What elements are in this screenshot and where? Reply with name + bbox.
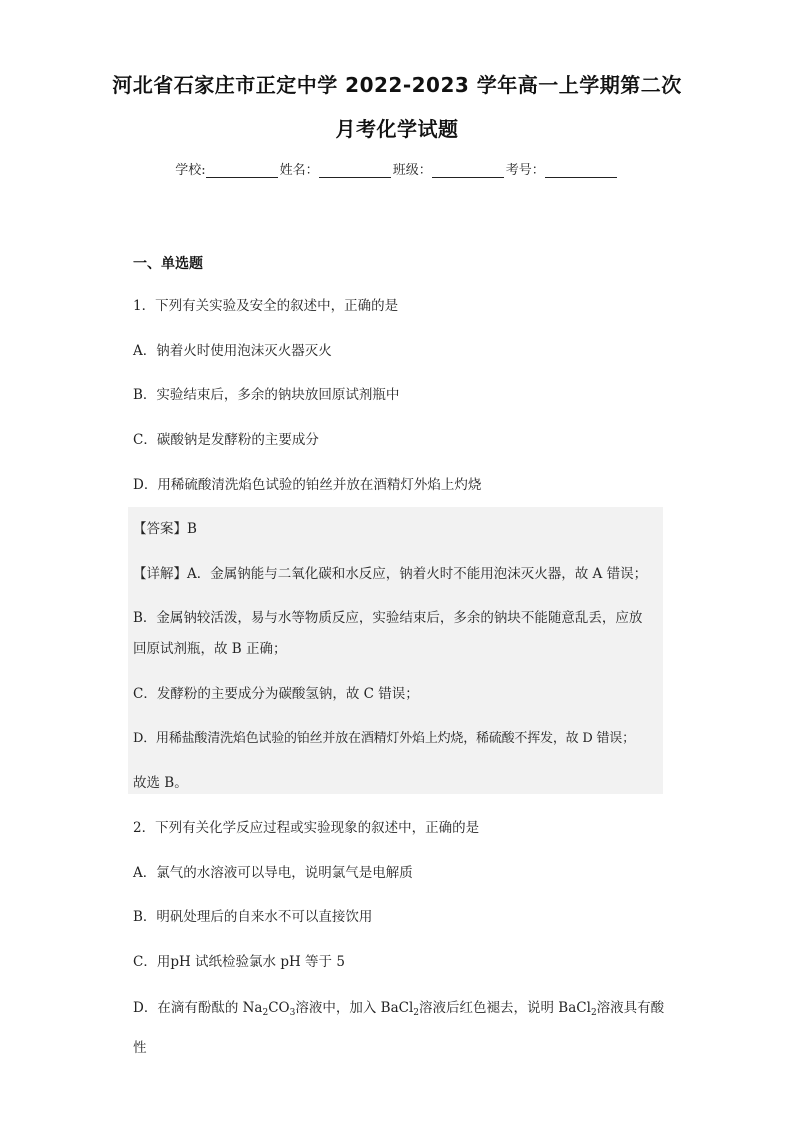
q2-option-d-line2: 性: [133, 1040, 147, 1056]
q2-d-text-2: CO: [268, 1000, 290, 1016]
section-title: 一、单选题: [133, 256, 203, 272]
title-line-1: 河北省石家庄市正定中学 2022-2023 学年高一上学期第二次: [112, 73, 682, 97]
exam-no-blank[interactable]: [545, 163, 617, 178]
q2-d-sub-3: 2: [413, 1008, 420, 1018]
q1-answer: 【答案】B: [133, 521, 197, 537]
school-blank[interactable]: [206, 163, 278, 178]
class-label: 班级：: [392, 163, 432, 178]
name-label: 姓名：: [279, 163, 319, 178]
q1-detail-a: 【详解】A．金属钠能与二氧化碳和水反应，钠着火时不能用泡沫灭火器，故 A 错误；: [133, 566, 648, 582]
q2-d-text-4: 溶液后红色褪去，说明 BaCl: [419, 1000, 591, 1016]
title-line-2: 月考化学试题: [335, 117, 459, 141]
q2-d-sub-4: 2: [590, 1008, 597, 1018]
q1-stem: 1．下列有关实验及安全的叙述中，正确的是: [133, 298, 399, 314]
q2-d-text-1: D．在滴有酚酞的 Na: [133, 1000, 263, 1016]
name-blank[interactable]: [319, 163, 391, 178]
q2-d-text-3: 溶液中，加入 BaCl: [295, 1000, 414, 1016]
q1-detail-b1: B．金属钠较活泼，易与水等物质反应，实验结束后，多余的钠块不能随意乱丢，应放: [133, 610, 643, 626]
q2-option-c: C．用pH 试纸检验氯水 pH 等于 5: [133, 954, 345, 970]
q1-conclusion: 故选 B。: [133, 775, 188, 791]
q2-option-a: A．氯气的水溶液可以导电，说明氯气是电解质: [133, 865, 413, 881]
q1-option-a: A．钠着火时使用泡沫灭火器灭火: [133, 343, 332, 359]
q2-d-sub-1: 2: [262, 1008, 269, 1018]
q2-option-b: B．明矾处理后的自来水不可以直接饮用: [133, 909, 373, 925]
q1-detail-b2: 回原试剂瓶，故 B 正确；: [133, 641, 287, 657]
q2-option-d: [133, 996, 664, 1018]
student-info-row: [0, 159, 794, 178]
q2-stem: 2．下列有关化学反应过程或实验现象的叙述中，正确的是: [133, 820, 480, 836]
q1-detail-c: C．发酵粉的主要成分为碳酸氢钠，故 C 错误；: [133, 686, 419, 702]
q1-option-c: C．碳酸钠是发酵粉的主要成分: [133, 432, 319, 448]
q1-option-d: D．用稀硫酸清洗焰色试验的铂丝并放在酒精灯外焰上灼烧: [133, 477, 482, 493]
q1-detail-d: D．用稀盐酸清洗焰色试验的铂丝并放在酒精灯外焰上灼烧，稀硫酸不挥发，故 D 错误；: [133, 731, 635, 746]
q1-option-b: B．实验结束后，多余的钠块放回原试剂瓶中: [133, 387, 400, 403]
class-blank[interactable]: [432, 163, 504, 178]
school-label: 学校:: [175, 163, 206, 178]
exam-no-label: 考号：: [505, 163, 545, 178]
q2-d-sub-2: 3: [289, 1008, 296, 1018]
q2-d-text-5: 溶液具有酸: [596, 1000, 665, 1016]
